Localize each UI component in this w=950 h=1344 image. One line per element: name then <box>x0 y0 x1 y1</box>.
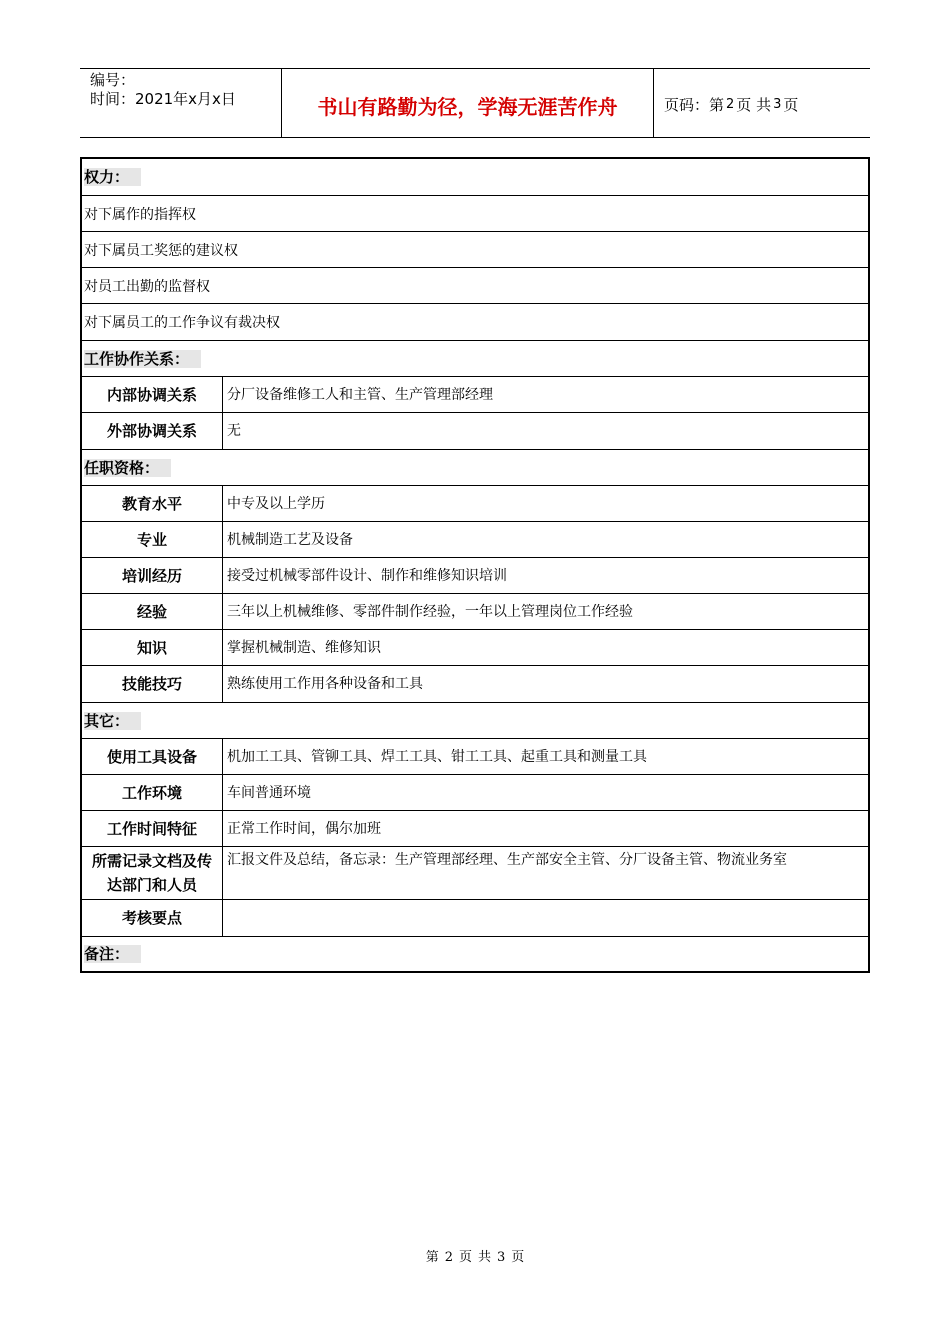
row-label: 外部协调关系 <box>82 413 223 449</box>
row-value <box>223 900 868 936</box>
row-label: 内部协调关系 <box>82 377 223 412</box>
table-row <box>82 847 868 900</box>
power-item: 对下属作的指挥权 <box>82 196 868 232</box>
footer-text: 第 <box>425 1250 439 1265</box>
power-item: 对员工出勤的监督权 <box>82 268 868 304</box>
table-row <box>82 630 868 666</box>
code-label: 编号： <box>90 71 136 89</box>
table-row <box>82 486 868 522</box>
row-value: 接受过机械零部件设计、制作和维修知识培训 <box>227 567 507 584</box>
table-row <box>82 811 868 847</box>
page-prefix: 页码：第 <box>664 95 725 114</box>
page-mid: 页 共 <box>736 95 772 114</box>
table-row <box>82 377 868 413</box>
row-value: 正常工作时间，偶尔加班 <box>227 820 381 837</box>
row-label: 教育水平 <box>82 486 223 521</box>
section-title: 权力： <box>84 168 141 186</box>
table-row <box>82 900 868 937</box>
row-value: 机加工工具、管铆工具、焊工工具、钳工工具、起重工具和测量工具 <box>227 748 647 765</box>
table-row <box>82 522 868 558</box>
section-qualification-header <box>82 450 868 486</box>
row-value: 熟练使用工作用各种设备和工具 <box>227 676 423 692</box>
row-label: 考核要点 <box>82 900 223 936</box>
header-meta <box>80 69 282 137</box>
section-power-header <box>82 159 868 196</box>
power-item: 对下属员工的工作争议有裁决权 <box>82 304 868 341</box>
row-value: 三年以上机械维修、零部件制作经验，一年以上管理岗位工作经验 <box>227 603 633 620</box>
header-motto: 书山有路勤为径，学海无涯苦作舟 <box>282 69 654 137</box>
table-row <box>82 739 868 775</box>
footer-text: 页 <box>511 1250 525 1265</box>
row-label: 经验 <box>82 594 223 629</box>
table-row <box>82 666 868 703</box>
footer-page-total: 3 <box>497 1250 506 1265</box>
row-label: 专业 <box>82 522 223 557</box>
row-label: 培训经历 <box>82 558 223 593</box>
footer-text: 页 <box>458 1250 472 1265</box>
page-header <box>80 68 870 138</box>
section-cooperation-header <box>82 341 868 377</box>
page-total: 3 <box>773 96 782 112</box>
page-number: 2 <box>726 96 735 112</box>
row-label: 工作环境 <box>82 775 223 810</box>
section-title: 任职资格： <box>84 459 171 477</box>
row-value: 无 <box>227 423 241 439</box>
section-title: 工作协作关系： <box>84 350 201 368</box>
table-row <box>82 594 868 630</box>
section-title: 备注： <box>84 945 141 963</box>
job-description-table <box>80 157 870 973</box>
section-title: 其它： <box>84 712 141 730</box>
table-row <box>82 413 868 450</box>
header-page-info <box>654 69 870 137</box>
row-value: 分厂设备维修工人和主管、生产管理部经理 <box>227 386 493 403</box>
row-value: 中专及以上学历 <box>227 495 325 512</box>
row-label: 技能技巧 <box>82 666 223 702</box>
row-value: 掌握机械制造、维修知识 <box>227 639 381 656</box>
row-label: 使用工具设备 <box>82 739 223 774</box>
footer-page-number: 2 <box>444 1250 453 1265</box>
row-value: 汇报文件及总结，备忘录：生产管理部经理、生产部安全主管、分厂设备主管、物流业务室 <box>227 852 787 868</box>
row-value: 机械制造工艺及设备 <box>227 531 353 548</box>
power-item: 对下属员工奖惩的建议权 <box>82 232 868 268</box>
page-footer <box>0 1246 950 1265</box>
table-row <box>82 558 868 594</box>
footer-text: 共 <box>478 1250 492 1265</box>
section-other-header <box>82 703 868 739</box>
row-label: 所需记录文档及传达部门和人员 <box>82 847 223 899</box>
time-label: 时间：2021年x月x日 <box>90 90 236 108</box>
section-remark-header <box>82 937 868 971</box>
row-label: 知识 <box>82 630 223 665</box>
page-suffix: 页 <box>783 95 799 114</box>
row-label: 工作时间特征 <box>82 811 223 846</box>
row-value: 车间普通环境 <box>227 784 311 801</box>
table-row <box>82 775 868 811</box>
